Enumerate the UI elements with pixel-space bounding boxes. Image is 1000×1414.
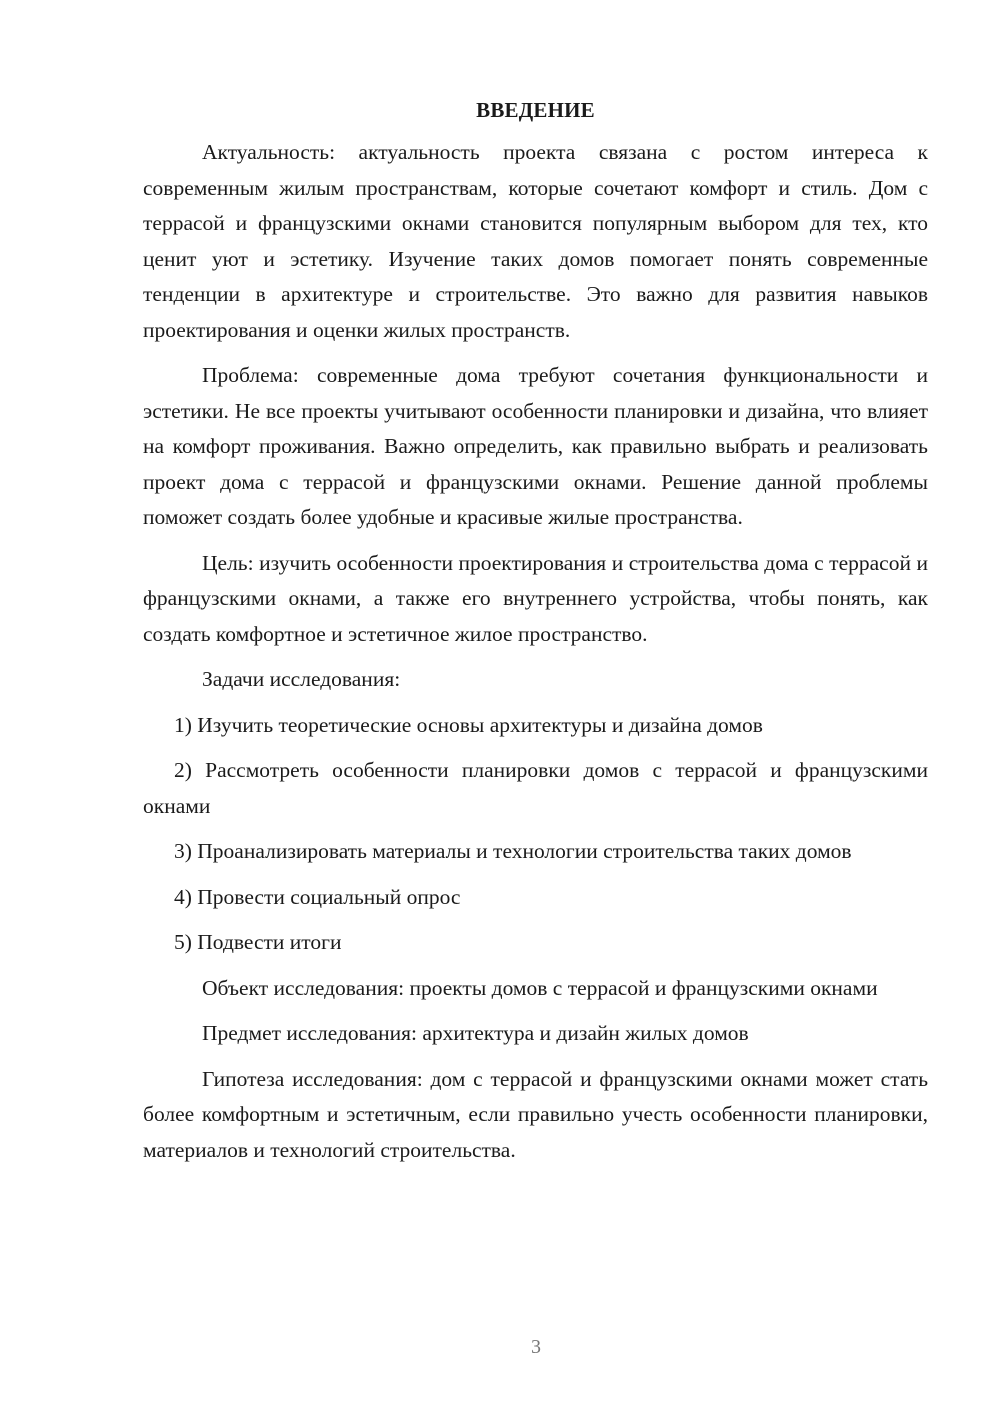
relevance-paragraph: Актуальность: актуальность проекта связана с ростом интереса к современным жилым пространствам, которые сочетают комфорт и стиль. Дом с террасой и французскими окнами становится популярным выбором для тех, кто ценит уют и эстетику. Изучение таких домов помогает понять современные тенденции в архитектуре и строительстве. Это важно для развития навыков проектирования и оценки жилых пространств. xyxy=(143,140,928,342)
task-item-3: 3) Проанализировать материалы и технологии строительства таких домов xyxy=(174,839,852,863)
subject-paragraph: Предмет исследования: архитектура и дизайн жилых домов xyxy=(202,1021,749,1045)
page-content xyxy=(143,95,928,1178)
hypothesis-paragraph: Гипотеза исследования: дом с террасой и французскими окнами может стать более комфортным и эстетичным, если правильно учесть особенности планировки, материалов и технологий строительства. xyxy=(143,1066,928,1162)
task-item-5: 5) Подвести итоги xyxy=(174,930,342,954)
section-heading: ВВЕДЕНИЕ xyxy=(476,98,595,122)
task-item-2: 2) Рассмотреть особенности планировки домов с террасой и французскими окнами xyxy=(143,758,928,818)
problem-paragraph: Проблема: современные дома требуют сочетания функциональности и эстетики. Не все проекты учитывают особенности планировки и дизайна, что влияет на комфорт проживания. Важно определить, как правильно выбрать и реализовать проект дома с террасой и французскими окнами. Решение данной проблемы поможет создать более удобные и красивые жилые пространства. xyxy=(143,363,928,529)
task-item-4: 4) Провести социальный опрос xyxy=(174,884,461,909)
goal-paragraph: Цель: изучить особенности проектирования и строительства дома с террасой и французскими окнами, а также его внутреннего устройства, чтобы понять, как создать комфортное и эстетичное жилое пространство. xyxy=(143,550,928,646)
object-paragraph: Объект исследования: проекты домов с террасой и французскими окнами xyxy=(202,975,878,1000)
tasks-heading: Задачи исследования: xyxy=(202,667,401,691)
task-item-1: 1) Изучить теоретические основы архитектуры и дизайна домов xyxy=(174,712,763,737)
page-number: 3 xyxy=(531,1336,541,1358)
